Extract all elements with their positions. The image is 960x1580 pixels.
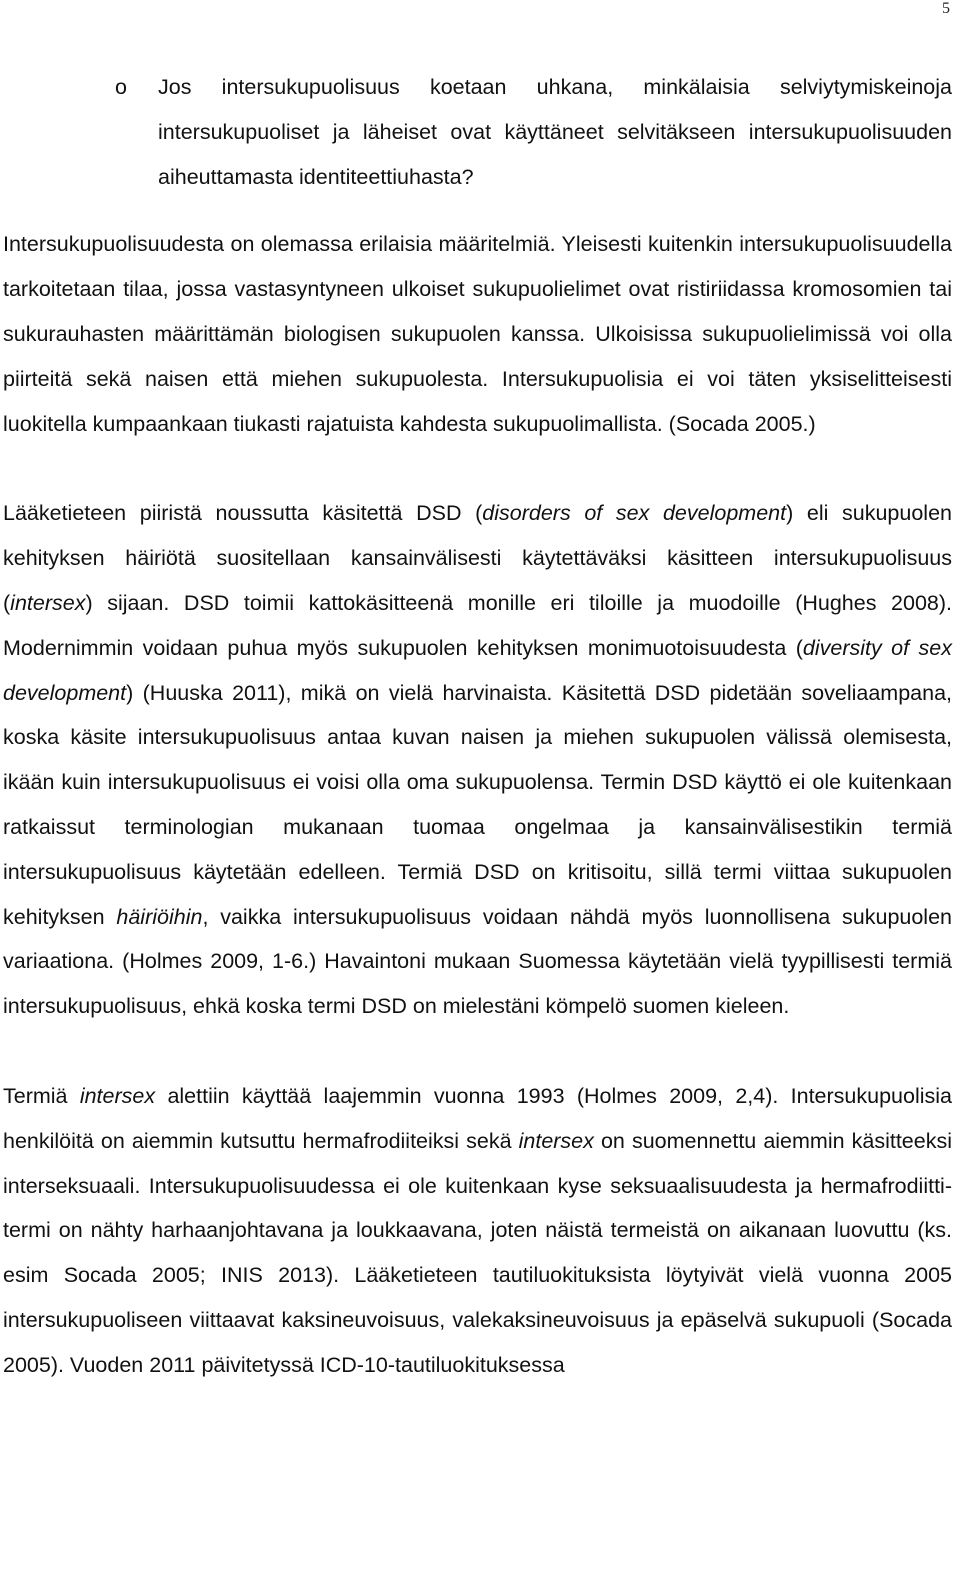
term-italic: intersex: [10, 590, 86, 615]
document-body: [3, 65, 952, 1388]
term-italic: intersex: [79, 1083, 156, 1108]
paragraph-intersex-term: Termiä intersex alettiin käyttää laajemmin vuonna 1993 (Holmes 2009, 2,4). Intersukupuolisia henkilöitä on aiemmin kutsuttu hermafrodiiteiksi sekä intersex on suomennettu aiemmin käsitteeksi interseksuaali. Intersukupuolisuudessa ei ole kuitenkaan kyse seksuaalisuudesta ja hermafrodiitti-termi on nähty harhaanjohtavana ja loukkaavana, joten näistä termeistä on aikanaan luovuttu (ks. esim Socada 2005; INIS 2013). Lääketieteen tautiluokituksista löytyivät vielä vuonna 2005 intersukupuoliseen viittaavat kaksineuvoisuus, valekaksineuvoisuus ja epäselvä sukupuoli (Socada 2005). Vuoden 2011 päivitetyssä ICD-10-tautiluokituksessa: [3, 1083, 952, 1377]
term-italic: disorders of sex development: [482, 501, 787, 526]
term-italic: intersex: [518, 1128, 594, 1153]
research-question-bullet: [3, 65, 952, 199]
paragraph-definitions: Intersukupuolisuudesta on olemassa erilaisia määritelmiä. Yleisesti kuitenkin intersukupuolisuudella tarkoitetaan tilaa, jossa vastasyntyneen ulkoiset sukupuolielimet ovat ristiriidassa kromosomien tai sukurauhasten määrittämän biologisen sukupuolen kanssa. Ulkoisissa sukupuolielimissä voi olla piirteitä sekä naisen että miehen sukupuolesta. Intersukupuolisia ei voi täten yksiselitteisesti luokitella kumpaankaan tiukasti rajatuista kahdesta sukupuolimallista. (Socada 2005.): [3, 232, 952, 436]
bullet-marker: o: [115, 75, 127, 99]
term-italic: häiriöihin: [116, 904, 203, 929]
term-italic: diversity of sex development: [3, 635, 952, 705]
paragraph-dsd: Lääketieteen piiristä noussutta käsitettä DSD (disorders of sex development) eli sukupuolen kehityksen häiriötä suositellaan kansainvälisesti käytettäväksi käsitteen intersukupuolisuus (intersex) sijaan. DSD toimii kattokäsitteenä monille eri tiloille ja muodoille (Hughes 2008). Modernimmin voidaan puhua myös sukupuolen kehityksen monimuotoisuudesta (diversity of sex development) (Huuska 2011), mikä on vielä harvinaista. Käsitettä DSD pidetään soveliaampana, koska käsite intersukupuolisuus antaa kuvan naisen ja miehen sukupuolen välissä olemisesta, ikään kuin intersukupuolisuus ei voisi olla oma sukupuolensa. Termin DSD käyttö ei ole kuitenkaan ratkaissut terminologian mukanaan tuomaa ongelmaa ja kansainvälisestikin termiä intersukupuolisuus käytetään edelleen. Termiä DSD on kritisoitu, sillä termi viittaa sukupuolen kehityksen häiriöihin, vaikka intersukupuolisuus voidaan nähdä myös luonnollisena sukupuolen variaationa. (Holmes 2009, 1-6.) Havaintoni mukaan Suomessa käytetään vielä tyypillisesti termiä intersukupuolisuus, ehkä koska termi DSD on mielestäni kömpelö suomen kieleen.: [3, 501, 953, 1019]
page-number: 5: [942, 0, 950, 17]
research-question-text: Jos intersukupuolisuus koetaan uhkana, minkälaisia selviytymiskeinoja intersukupuoliset ja läheiset ovat käyttäneet selvitäkseen intersukupuolisuuden aiheuttamasta identiteettiuhasta?: [158, 75, 952, 189]
